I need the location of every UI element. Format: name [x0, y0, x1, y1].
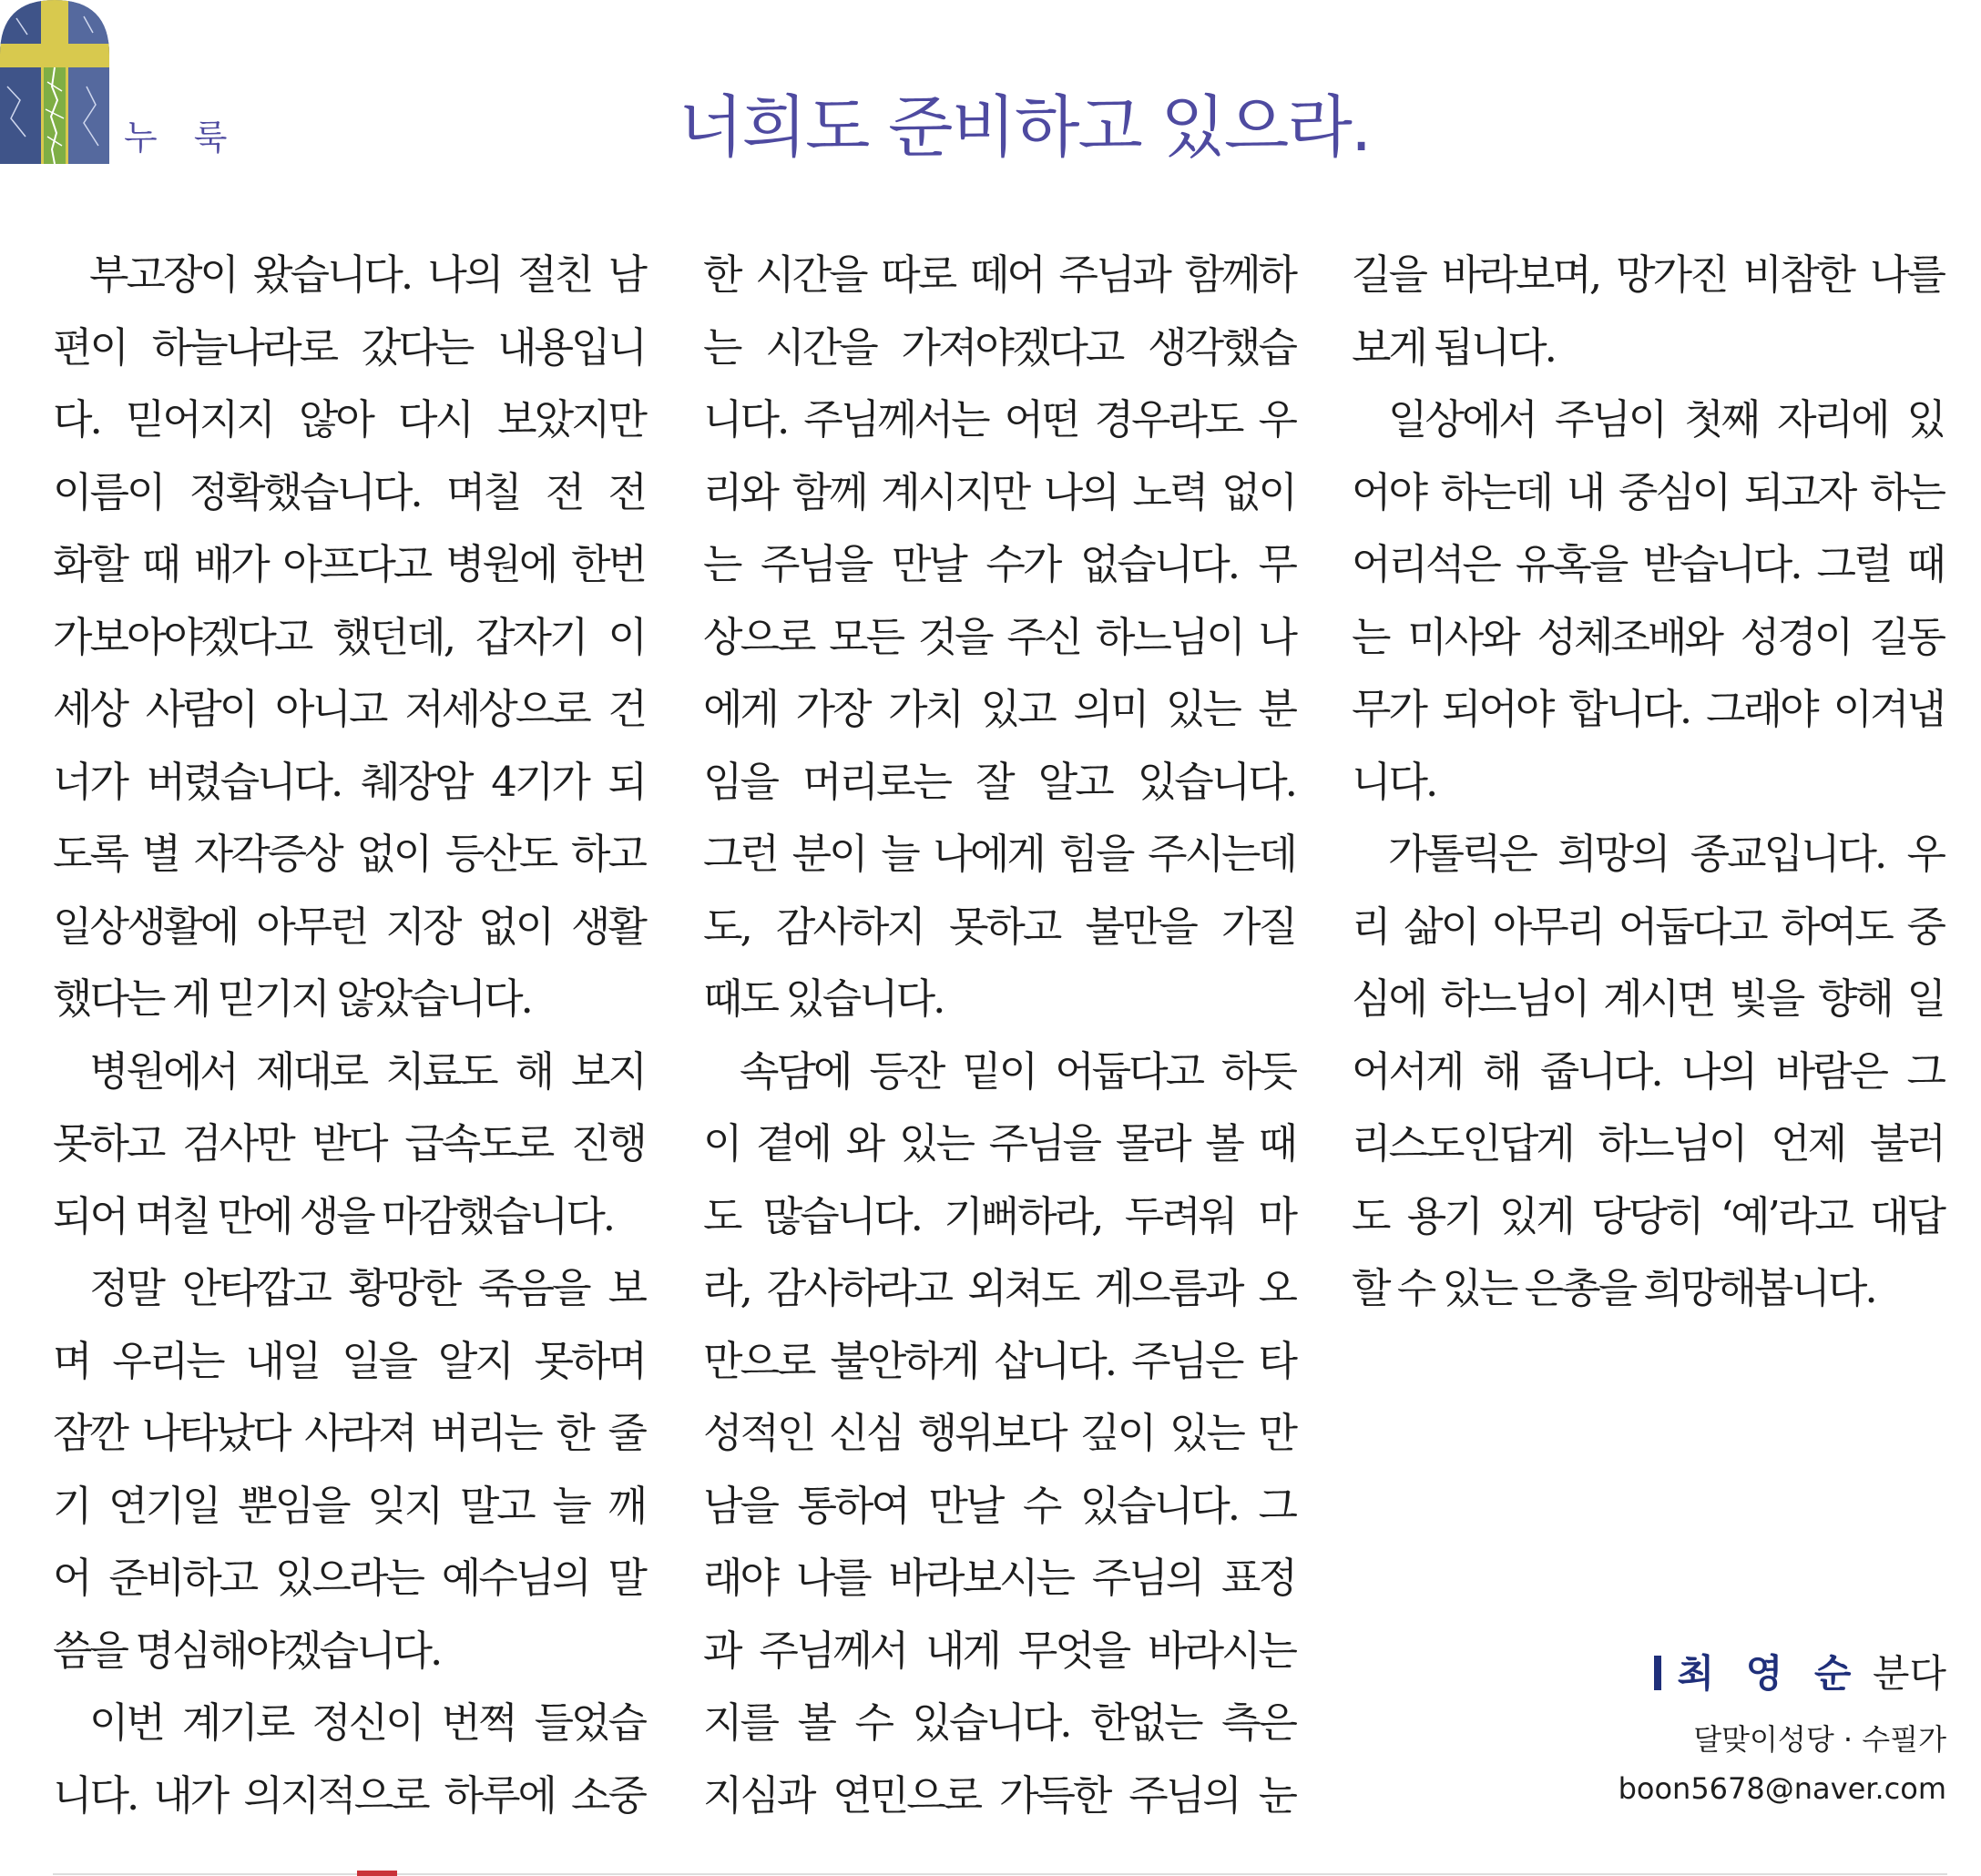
article-line: 편이 하늘나라로 갔다는 내용입니: [53, 322, 645, 372]
article-line: 심에 하느님이 계시면 빛을 향해 일: [1352, 974, 1944, 1023]
article-line: 어야 하는데 내 중심이 되고자 하는: [1352, 467, 1944, 516]
article-line: 어 준비하고 있으라는 예수님의 말: [53, 1554, 645, 1602]
article-line: 길을 바라보며, 망가진 비참한 나를: [1352, 250, 1944, 299]
article-line: 그런 분이 늘 나에게 힘을 주시는데: [703, 830, 1295, 878]
article-line: 일상생활에 아무런 지장 없이 생활: [53, 902, 645, 951]
article-line: 부고장이 왔습니다. 나의 절친 남: [89, 250, 645, 299]
article-line: 병원에서 제대로 치료도 해 보지: [89, 1046, 645, 1096]
article-line: 도 용기 있게 당당히 ‘예’라고 대답: [1352, 1191, 1944, 1240]
article-line: 남을 통하여 만날 수 있습니다. 그: [703, 1481, 1295, 1530]
article-line: 는 시간을 가져야겠다고 생각했습: [703, 322, 1295, 372]
article-line: 너가 버렸습니다. 췌장암 4기가 되: [53, 757, 645, 806]
article-line: 며 우리는 내일 일을 알지 못하며: [53, 1336, 645, 1385]
article-line: 한 시간을 따로 떼어 주님과 함께하: [703, 250, 1295, 299]
article-line: 니다. 주님께서는 어떤 경우라도 우: [703, 395, 1295, 444]
article-column-3: [1352, 239, 1944, 1325]
article-line: 가톨릭은 희망의 종교입니다. 우: [1388, 830, 1944, 878]
article-line: 어리석은 유혹을 받습니다. 그럴 때: [1352, 540, 1944, 588]
article-line: 지심과 연민으로 가득한 주님의 눈: [703, 1770, 1295, 1820]
article-line: 잠깐 나타났다 사라져 버리는 한 줄: [53, 1409, 645, 1457]
article-line: 니다.: [1352, 757, 1436, 806]
article-line: 라, 감사하라고 외쳐도 게으름과 오: [703, 1264, 1295, 1312]
author-suffix: 분다: [1872, 1651, 1946, 1696]
article-line: 지를 볼 수 있습니다. 한없는 측은: [703, 1698, 1295, 1747]
article-line: 리와 함께 계시지만 나의 노력 없이: [703, 467, 1295, 516]
page-title: 너희도 준비하고 있으라.: [679, 88, 1371, 167]
article-line: 가보아야겠다고 했던데, 갑자기 이: [53, 612, 645, 661]
article-column-2: [703, 239, 1295, 1831]
article-line: 어서게 해 줍니다. 나의 바람은 그: [1352, 1046, 1944, 1096]
article-line: 는 미사와 성체조배와 성경이 길동: [1352, 612, 1944, 661]
stained-glass-cross-icon: [0, 0, 109, 164]
footer-accent-mark: [357, 1871, 397, 1876]
article-line: 만으로 불안하게 삽니다. 주님은 타: [703, 1336, 1295, 1385]
article-line: 세상 사람이 아니고 저세상으로 건: [53, 685, 645, 733]
article-line: 상으로 모든 것을 주신 하느님이 나: [703, 612, 1295, 661]
byline: [1618, 1647, 1946, 1810]
article-line: 씀을 명심해야겠습니다.: [53, 1626, 441, 1675]
author-email: boon5678@naver.com: [1618, 1771, 1946, 1806]
article-line: 도록 별 자각증상 없이 등산도 하고: [53, 830, 645, 878]
article-line: 성적인 신심 행위보다 깊이 있는 만: [703, 1409, 1295, 1457]
article-line: 했다는 게 믿기지 않았습니다.: [53, 974, 531, 1023]
article-line: 래야 나를 바라보시는 주님의 표정: [703, 1554, 1295, 1602]
byline-author: [1618, 1647, 1946, 1701]
article-line: 할 수 있는 은총을 희망해봅니다.: [1352, 1264, 1875, 1312]
article-line: 는 주님을 만날 수가 없습니다. 무: [703, 540, 1295, 588]
article-line: 때도 있습니다.: [703, 974, 944, 1023]
article-line: 못하고 검사만 받다 급속도로 진행: [53, 1119, 645, 1167]
article-line: 다. 믿어지지 않아 다시 보았지만: [53, 395, 645, 444]
section-label: 누 룩: [124, 117, 240, 158]
article-line: 정말 안타깝고 황망한 죽음을 보: [89, 1264, 645, 1312]
footer-rule: [53, 1873, 1947, 1875]
article-line: 니다. 내가 의지적으로 하루에 소중: [53, 1770, 645, 1820]
article-line: 도, 감사하지 못하고 불만을 가질: [703, 902, 1295, 951]
article-line: 리스도인답게 하느님이 언제 불러: [1352, 1119, 1944, 1167]
author-marker-bar: [1654, 1656, 1661, 1690]
article-column-1: [53, 239, 645, 1831]
article-line: 이번 계기로 정신이 번쩍 들었습: [89, 1698, 645, 1747]
author-name: 최 영 순: [1677, 1651, 1861, 1696]
article-line: 기 연기일 뿐임을 잊지 말고 늘 깨: [53, 1481, 645, 1530]
author-affiliation: 달맞이성당 · 수필가: [1693, 1722, 1946, 1757]
article-line: 도 많습니다. 기뻐하라, 두려워 마: [703, 1191, 1295, 1240]
article-line: 임을 머리로는 잘 알고 있습니다.: [703, 757, 1295, 806]
article-line: 일상에서 주님이 첫째 자리에 있: [1388, 395, 1944, 444]
article-line: 과 주님께서 내게 무엇을 바라시는: [703, 1626, 1295, 1675]
article-line: 에게 가장 가치 있고 의미 있는 분: [703, 685, 1295, 733]
article-line: 무가 되어야 합니다. 그래야 이겨냅: [1352, 685, 1944, 733]
article-line: 리 삶이 아무리 어둡다고 하여도 중: [1352, 902, 1944, 951]
article-line: 되어 며칠 만에 생을 마감했습니다.: [53, 1191, 614, 1240]
article-line: 보게 됩니다.: [1352, 322, 1555, 372]
article-line: 화할 때 배가 아프다고 병원에 한번: [53, 540, 645, 588]
article-line: 이름이 정확했습니다. 며칠 전 전: [53, 467, 645, 516]
article-line: 속담에 등잔 밑이 어둡다고 하듯: [740, 1046, 1295, 1096]
article-line: 이 곁에 와 있는 주님을 몰라 볼 때: [703, 1119, 1295, 1167]
